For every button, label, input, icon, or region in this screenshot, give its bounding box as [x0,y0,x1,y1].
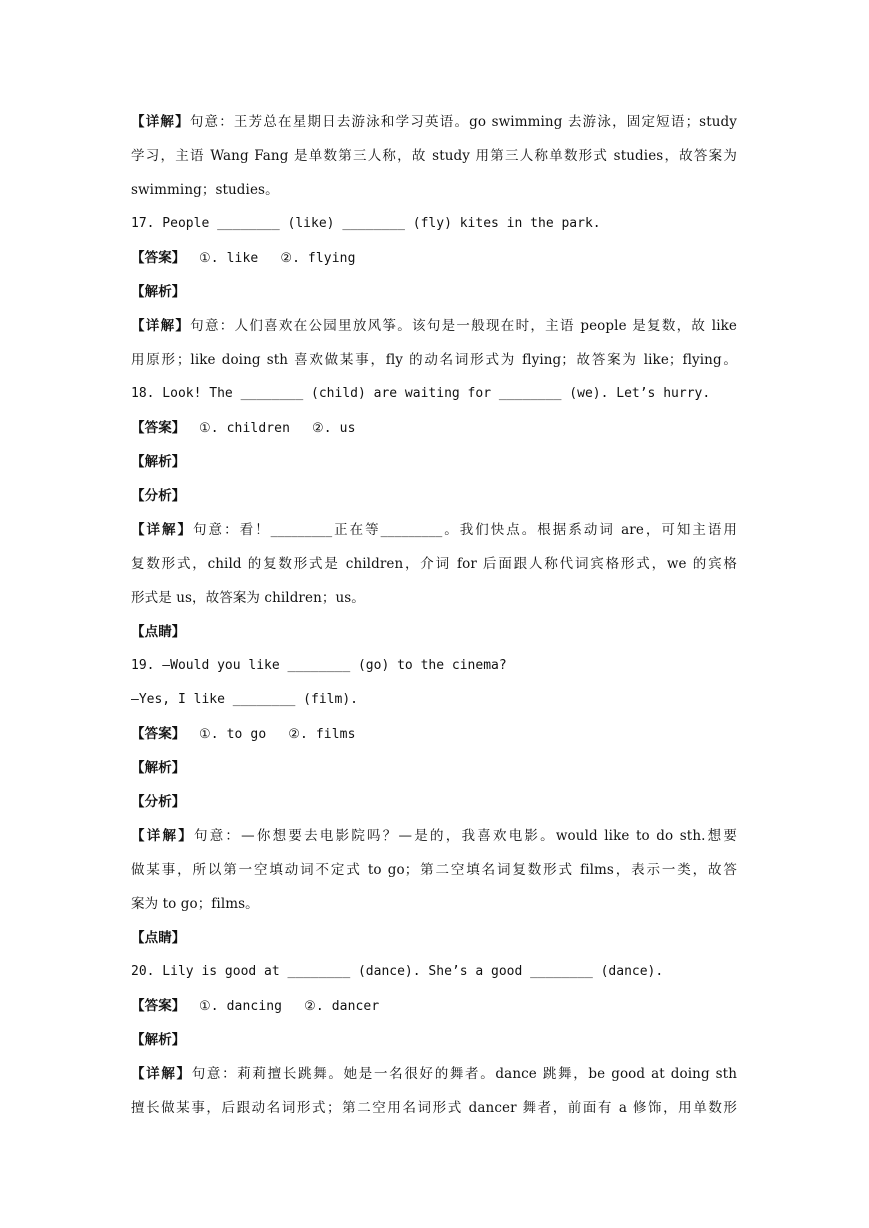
explanation-line [131,108,737,142]
explanation-text: 句意：—你想要去电影院吗？—是的，我喜欢电影。would like to do sth.想要 [193,828,737,844]
answer-label: 【答案】 [131,250,186,266]
section-heading [131,924,737,958]
explanation-line: 学习，主语 Wang Fang 是单数第三人称，故 study 用第三人称单数形式 studies，故答案为 [131,148,737,164]
answer-option: ①. children [199,421,291,436]
answer-option: ①. dancing [199,999,283,1014]
explanation-line: 复数形式，child 的复数形式是 children，介词 for 后面跟人称代词宾格形式，we 的宾格 [131,556,737,572]
section-heading [131,754,737,788]
answer-line [131,992,737,1026]
question-line: —Yes, I like ________ (film). [131,692,358,707]
section-heading [131,482,737,516]
section-heading [131,448,737,482]
answer-option: ②. flying [280,251,356,266]
answer-option: ②. us [312,421,356,436]
section-label: 【解析】 [131,284,186,300]
question-line: 18. Look! The ________ (child) are waiting for ________ (we). Let’s hurry. [131,386,711,401]
explanation-text: 句意：王芳总在星期日去游泳和学习英语。go swimming 去游泳，固定短语；study [189,114,737,130]
explanation-text: 句意：人们喜欢在公园里放风筝。该句是一般现在时，主语 people 是复数，故 like [190,318,737,334]
section-label: 【分析】 [131,488,186,504]
section-heading [131,788,737,822]
section-label: 【解析】 [131,1032,186,1048]
explanation-line: 做某事，所以第一空填动词不定式 to go；第二空填名词复数形式 films，表示一类，故答 [131,862,737,878]
explanation-line: 擅长做某事，后跟动名词形式；第二空用名词形式 dancer 舞者，前面有 a 修饰，用单数形 [131,1100,737,1116]
explanation-line: 用原形；like doing sth 喜欢做某事，fly 的动名词形式为 flying；故答案为 like；flying。 [131,352,737,368]
answer-option: ①. to go [199,727,267,742]
document-content [131,108,737,1128]
answer-line [131,720,737,754]
answer-line [131,414,737,448]
detail-label: 【详解】 [131,522,194,538]
section-heading [131,1026,737,1060]
explanation-line [131,516,737,550]
answer-label: 【答案】 [131,998,186,1014]
question-line: 17. People ________ (like) ________ (fly) kites in the park. [131,216,601,231]
section-label: 【解析】 [131,454,186,470]
answer-option: ②. dancer [304,999,380,1014]
section-label: 【分析】 [131,794,186,810]
section-label: 【点睛】 [131,930,186,946]
explanation-line: 形式是 us，故答案为 children；us。 [131,590,365,606]
question-line: 20. Lily is good at ________ (dance). She’s a good ________ (dance). [131,964,664,979]
answer-option: ①. like [199,251,259,266]
section-label: 【解析】 [131,760,186,776]
answer-label: 【答案】 [131,420,186,436]
section-heading [131,278,737,312]
detail-label: 【详解】 [131,114,190,130]
answer-option: ②. films [288,727,356,742]
explanation-text: 句意：看！_________正在等_________。我们快点。根据系动词 are，可知主语用 [193,522,737,538]
detail-label: 【详解】 [131,318,191,334]
answer-label: 【答案】 [131,726,186,742]
explanation-line: swimming；studies。 [131,182,279,198]
section-label: 【点睛】 [131,624,186,640]
explanation-line [131,822,737,856]
explanation-line: 案为 to go；films。 [131,896,259,912]
explanation-text: 句意：莉莉擅长跳舞。她是一名很好的舞者。dance 跳舞，be good at doing sth [191,1066,738,1082]
detail-label: 【详解】 [131,1066,192,1082]
explanation-line [131,1060,737,1094]
explanation-line [131,312,737,346]
question-line: 19. —Would you like ________ (go) to the cinema? [131,658,507,673]
detail-label: 【详解】 [131,828,194,844]
section-heading [131,618,737,652]
answer-line [131,244,737,278]
